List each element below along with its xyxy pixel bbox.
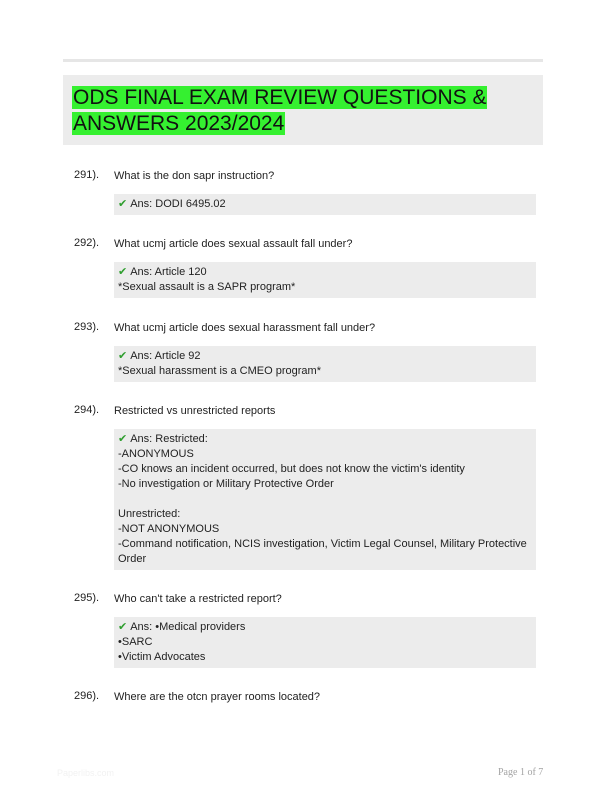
- title-banner: [63, 75, 543, 145]
- question-number: 291).: [74, 169, 100, 181]
- answer-line: [118, 492, 531, 507]
- question-text: Where are the otcn prayer rooms located?: [114, 691, 321, 703]
- answer-line: -CO knows an incident occurred, but does not know the victim's identity: [118, 463, 465, 475]
- question-text: What ucmj article does sexual harassment fall under?: [114, 322, 376, 334]
- answer-line: *Sexual assault is a SAPR program*: [118, 281, 296, 293]
- question-number: 293).: [74, 321, 100, 333]
- question-text: Who can't take a restricted report?: [114, 593, 282, 605]
- question-number: 296).: [74, 690, 100, 702]
- document-title: ODS FINAL EXAM REVIEW QUESTIONS & ANSWERS 2023/2024: [73, 86, 487, 135]
- checkmark-icon: ✔: [118, 433, 128, 445]
- answer-line: -Command notification, NCIS investigation, Victim Legal Counsel, Military Protective: [118, 538, 527, 550]
- question-number: 295).: [74, 592, 100, 604]
- page-number: Page 1 of 7: [498, 767, 544, 778]
- answer-line: Ans: DODI 6495.02: [130, 198, 226, 210]
- answer-box: [114, 617, 536, 668]
- answer-line: Ans: Article 120: [130, 266, 207, 278]
- checkmark-icon: ✔: [118, 350, 128, 362]
- question-number: 294).: [74, 404, 100, 416]
- question-text: Restricted vs unrestricted reports: [114, 405, 276, 417]
- answer-box: [114, 262, 536, 298]
- checkmark-icon: ✔: [118, 198, 128, 210]
- watermark-text: Paperlibs.com: [57, 768, 115, 778]
- checkmark-icon: ✔: [118, 266, 128, 278]
- answer-box: [114, 194, 536, 215]
- question-text: What ucmj article does sexual assault fall under?: [114, 238, 353, 250]
- question-text: What is the don sapr instruction?: [114, 170, 275, 182]
- answer-box: [114, 346, 536, 382]
- answer-line: -No investigation or Military Protective Order: [118, 478, 334, 490]
- answer-box: [114, 429, 536, 570]
- answer-line: Unrestricted:: [118, 508, 181, 520]
- answer-line: -NOT ANONYMOUS: [118, 523, 220, 535]
- answer-line: Ans: •Medical providers: [130, 621, 246, 633]
- answer-line: Order: [118, 553, 147, 565]
- answer-line: *Sexual harassment is a CMEO program*: [118, 365, 321, 377]
- answer-line: Ans: Restricted:: [130, 433, 208, 445]
- question-number: 292).: [74, 237, 100, 249]
- top-divider: [63, 59, 543, 62]
- answer-line: -ANONYMOUS: [118, 448, 194, 460]
- checkmark-icon: ✔: [118, 621, 128, 633]
- answer-line: Ans: Article 92: [130, 350, 201, 362]
- answer-line: •SARC: [118, 636, 153, 648]
- answer-line: •Victim Advocates: [118, 651, 206, 663]
